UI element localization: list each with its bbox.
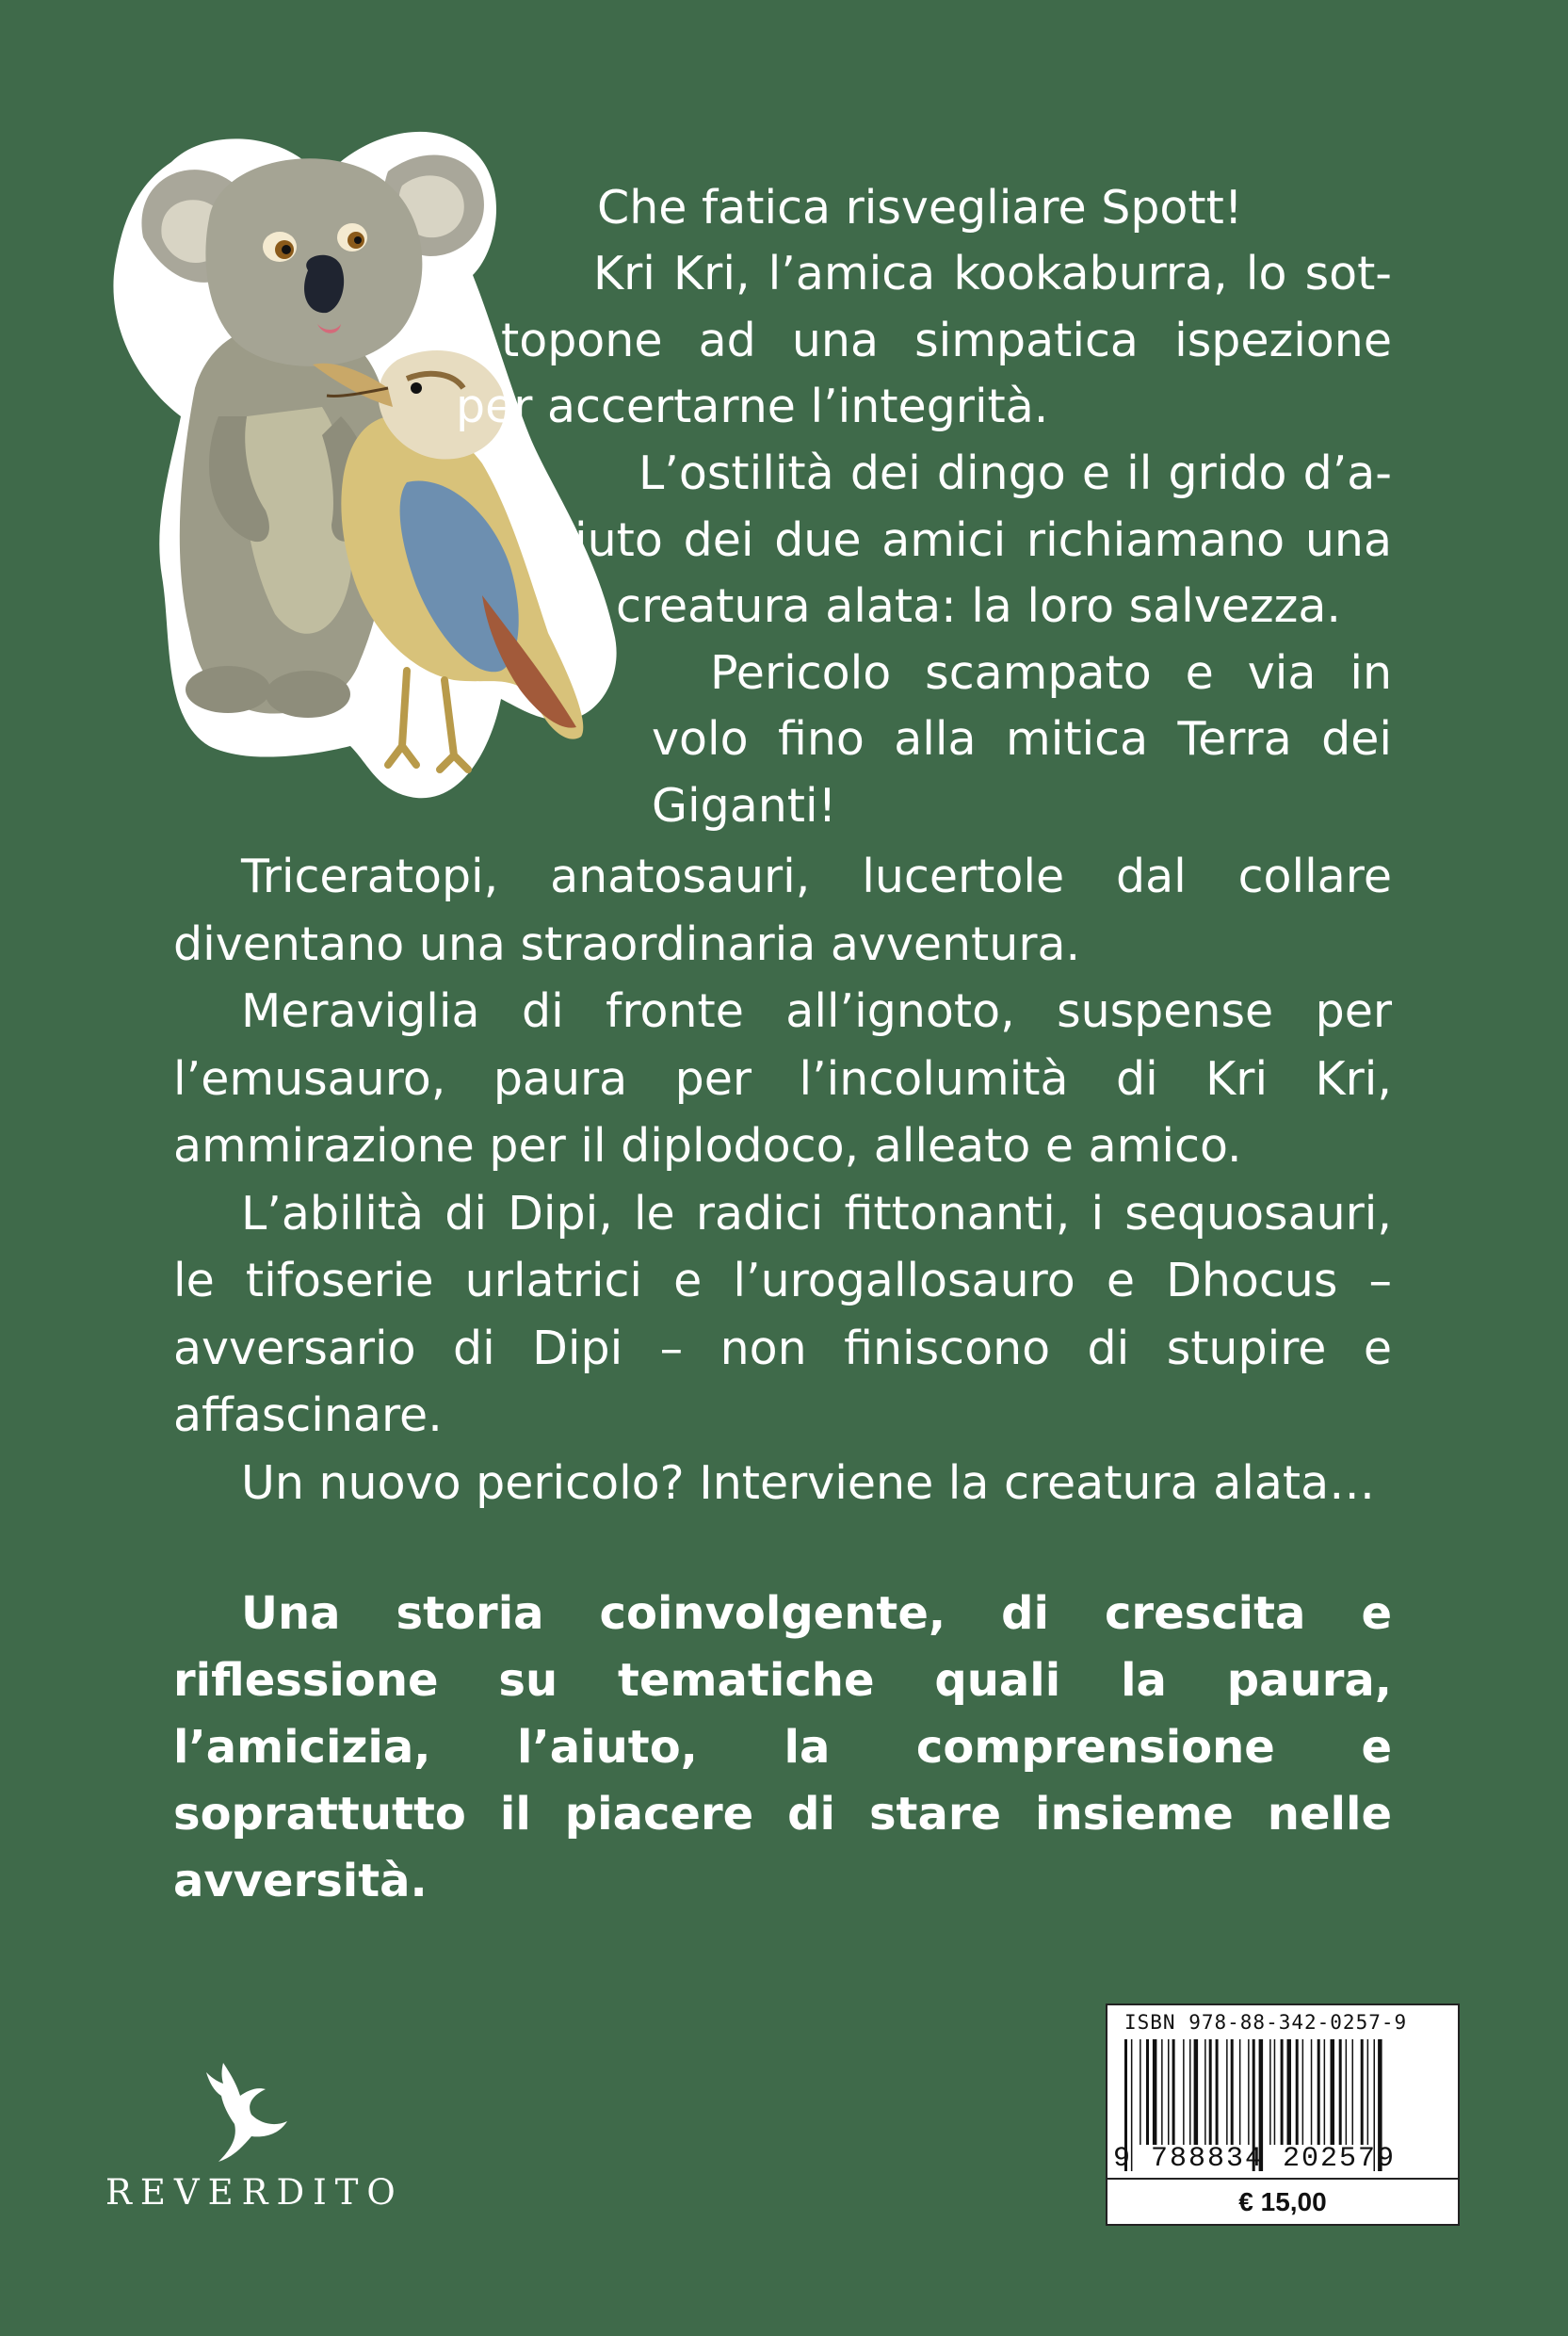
paragraph: Meraviglia di fronte all’ignoto, suspense per l’emusauro, paura per l’incolumità di Kri Kri, ammirazione per il diplodoco, alleato e amico. xyxy=(173,984,1392,1173)
publisher-bird-logo xyxy=(186,2053,317,2166)
paragraph: Triceratopi, anatosauri, lucertole dal collare diventano una straordinaria avventura. xyxy=(173,850,1392,971)
koala-kookaburra-illustration xyxy=(105,105,633,803)
intro-line: topone ad una simpatica ispezione xyxy=(501,314,1392,367)
barcode-digits: 9 788834 202579 xyxy=(1113,2143,1397,2175)
intro-line: Pericolo scampato e via in xyxy=(710,646,1392,700)
intro-line: Kri Kri, l’amica kookaburra, lo sot- xyxy=(593,247,1392,300)
intro-line: L’ostilità dei dingo e il grido d’a- xyxy=(639,446,1392,500)
paragraph: L’abilità di Dipi, le radici fittonanti, i sequosauri, le tifoserie urlatrici e l’urogallosauro e Dhocus – avversario di Dipi – non finiscono di stupire e affascinare. xyxy=(173,1186,1392,1442)
intro-line: per accertarne l’integrità. xyxy=(456,380,1049,433)
publisher-logo xyxy=(105,2053,404,2242)
intro-line: Giganti! xyxy=(652,779,837,833)
intro-line: volo fino alla mitica Terra dei xyxy=(652,712,1392,766)
body-paragraphs xyxy=(173,843,1392,1517)
intro-line: Che fatica risvegliare Spott! xyxy=(597,181,1243,235)
intro-line: iuto dei due amici richiamano una xyxy=(574,513,1392,567)
paragraph: Un nuovo pericolo? Interviene la creatura alata… xyxy=(241,1455,1376,1510)
price-label: € 15,00 xyxy=(1107,2178,1458,2224)
summary-text: Una storia coinvolgente, di crescita e riflessione su tematiche quali la paura, l’amicizia, l’aiuto, la comprensione e soprattutto il piacere di stare insieme nelle avversità. xyxy=(173,1587,1392,1907)
publisher-name: REVERDITO xyxy=(105,2172,404,2213)
isbn-label: ISBN 978-88-342-0257-9 xyxy=(1124,2011,1408,2034)
isbn-barcode-box xyxy=(1106,2003,1460,2226)
intro-line: creatura alata: la loro salvezza. xyxy=(616,579,1341,633)
summary-paragraph xyxy=(173,1581,1392,1915)
